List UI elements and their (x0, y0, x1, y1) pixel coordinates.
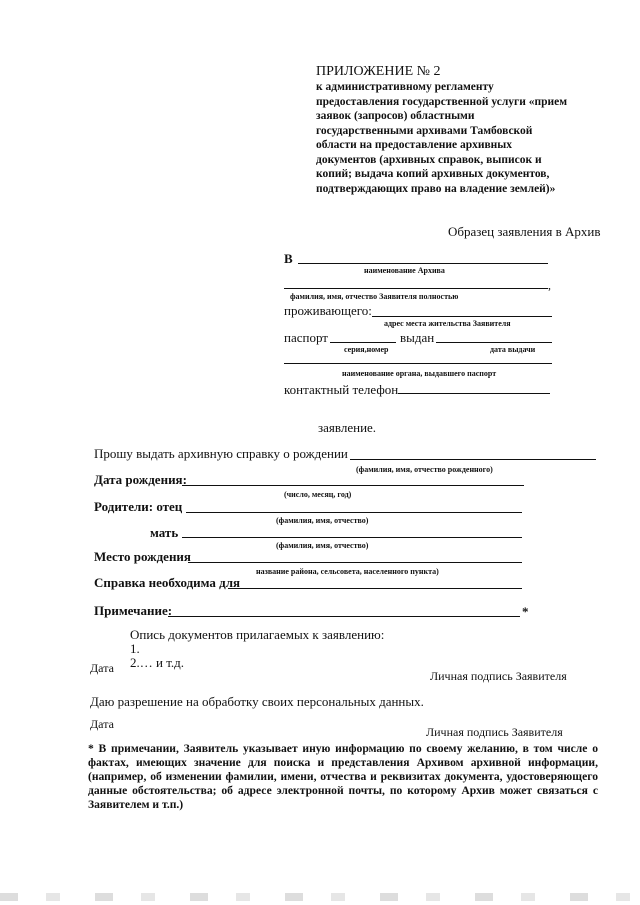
header-line: государственными архивами Тамбовской (316, 124, 533, 137)
appendix-header (316, 64, 606, 196)
date-label: Дата (90, 717, 114, 731)
passport-number-field[interactable] (330, 342, 396, 343)
note-label: Примечание: (94, 603, 173, 618)
father-caption: (фамилия, имя, отчество) (276, 516, 369, 525)
phone-field[interactable] (398, 393, 550, 394)
passport-issued-field[interactable] (436, 342, 552, 343)
birth-date-caption: (число, месяц, год) (284, 490, 352, 499)
enclosure-item: 2.… и т.д. (130, 655, 185, 670)
birth-date-label: Дата рождения: (94, 472, 187, 487)
archive-caption: наименование Архива (364, 266, 445, 275)
header-line: области на предоставление архивных (316, 139, 513, 151)
scan-artifact (0, 893, 640, 901)
issue-date-caption: дата выдачи (490, 345, 536, 354)
signature-label: Личная подпись Заявителя (430, 669, 567, 683)
father-field[interactable] (186, 512, 522, 513)
consent-text: Даю разрешение на обработку своих персональных данных. (90, 694, 424, 709)
applicant-fio-field[interactable] (284, 288, 548, 289)
birthplace-label: Место рождения (94, 549, 191, 564)
header-line: предоставления государственной услуги «прием (316, 95, 568, 108)
signature-label: Личная подпись Заявителя (426, 725, 563, 739)
request-person-field[interactable] (350, 459, 596, 460)
series-caption: серия,номер (344, 345, 389, 354)
fio-caption: фамилия, имя, отчество Заявителя полностью (290, 292, 459, 301)
document-title: заявление. (318, 420, 377, 435)
purpose-label: Справка необходима для (94, 575, 241, 590)
header-line: к административному регламенту (316, 81, 494, 93)
date-label: Дата (90, 661, 114, 675)
mother-caption: (фамилия, имя, отчество) (276, 541, 369, 550)
issuer-field[interactable] (284, 363, 552, 364)
birthplace-caption: название района, сельсовета, населенного пункта) (256, 567, 439, 576)
phone-label: контактный телефон (284, 382, 399, 397)
issued-label: выдан (400, 330, 435, 345)
archive-name-field[interactable] (298, 263, 548, 264)
header-line: заявок (запросов) областными (316, 110, 475, 122)
enclosure-item: 1. (130, 641, 140, 656)
request-caption: (фамилия, имя, отчество рожденного) (356, 465, 493, 474)
mother-field[interactable] (182, 537, 522, 538)
to-prefix: В (284, 251, 293, 266)
passport-label: паспорт (284, 330, 328, 345)
address-field[interactable] (372, 316, 552, 317)
enclosures-title: Опись документов прилагаемых к заявлению: (130, 627, 385, 642)
birth-date-field[interactable] (182, 485, 524, 486)
mother-label: мать (150, 525, 179, 540)
appendix-title: ПРИЛОЖЕНИЕ № 2 (316, 64, 441, 79)
purpose-field[interactable] (228, 588, 522, 589)
issuer-caption: наименование органа, выдавшего паспорт (342, 369, 497, 378)
header-line: копий; выдача копий архивных документов, (316, 168, 550, 180)
header-line: подтверждающих право на владение землей)» (316, 182, 556, 195)
residing-label: проживающего: (284, 303, 372, 318)
sample-title: Образец заявления в Архив (448, 224, 601, 239)
footnote: * В примечании, Заявитель указывает иную информацию по своему желанию, в том числе о фактах, имеющих значение для поиска и представления Архивом архивной информации, (например, об изменении фамилии, имени, отчества и реквизитах документа, удостоверяющего данные обстоятельства; об адресе электронной почты, по которому Архив может связаться с Заявителем и т.п.) (88, 742, 598, 811)
parents-label: Родители: отец (94, 499, 183, 514)
trailing-comma: , (548, 278, 551, 292)
note-asterisk: * (522, 604, 529, 619)
note-field[interactable] (168, 616, 520, 617)
request-label: Прошу выдать архивную справку о рождении (94, 446, 348, 461)
address-caption: адрес места жительства Заявителя (384, 319, 511, 328)
birthplace-field[interactable] (188, 562, 522, 563)
header-line: документов (архивных справок, выписок и (316, 153, 542, 166)
